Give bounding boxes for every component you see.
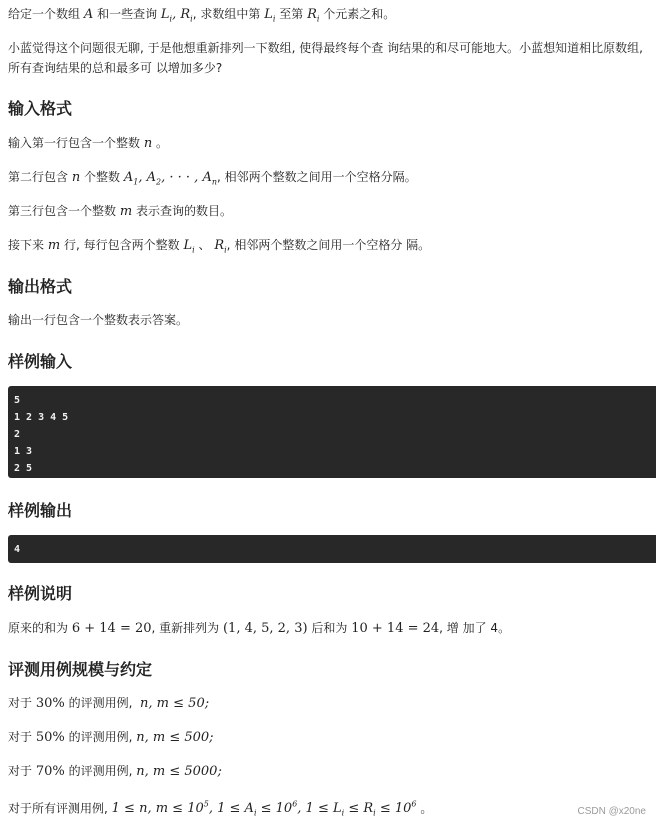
csdn-watermark: CSDN @x20ne <box>577 806 646 817</box>
intro-paragraph: 小蓝觉得这个问题很无聊, 于是他想重新排列一下数组, 使得最终每个查 询结果的和尽可能地大。小蓝想知道相比原数组, 所有查询结果的总和最多可 以增加多少? <box>8 41 643 75</box>
section-sample-output: 样例输出 <box>8 501 73 520</box>
sample-output-code <box>8 535 656 563</box>
math-expr: n, m ≤ 50; <box>140 696 210 711</box>
section-input-format: 输入格式 <box>8 99 73 118</box>
section-output-format: 输出格式 <box>8 277 73 296</box>
sample-input-code <box>8 386 656 478</box>
text: 行, 每行包含两个整数 <box>64 238 180 252</box>
text: 对于所有评测用例, <box>8 801 108 816</box>
math-expr: 10 + 14 = 24 <box>351 621 440 636</box>
math-n: n <box>71 170 81 185</box>
math-constraints: 1 ≤ n, $m \le 10^5$, $1 \le A_i \le 10^6$, $1 \le L_i \le R_i \le 10^6$ <box>111 800 417 818</box>
text: 后和为 <box>311 621 348 635</box>
math-percent: 30% <box>35 696 65 711</box>
text: 的评测用例, <box>68 696 133 710</box>
text: 。 <box>156 136 169 150</box>
text: 相邻两个整数之间用一个空格分 隔。 <box>234 238 431 252</box>
scale-row-4 <box>8 795 656 823</box>
math-expr: n, m ≤ 5000; <box>136 764 222 779</box>
scale-row-3 <box>8 761 656 782</box>
text: 第三行包含一个整数 <box>8 204 117 218</box>
intro-text: 个元素之和。 <box>323 7 396 21</box>
math-m: m <box>47 238 61 253</box>
text: 第二行包含 <box>8 170 69 184</box>
code-line: 1 2 3 4 5 <box>14 412 69 423</box>
text: 。 <box>420 801 433 816</box>
code-line: 4 <box>14 544 21 555</box>
math-expr: (1, 4, 5, 2, 3) <box>222 621 308 636</box>
section-sample-input: 样例输入 <box>8 352 73 371</box>
input-line-1 <box>8 133 656 154</box>
math-li-ri: $L_i$, $R_i$ <box>160 7 193 24</box>
math-expr: 6 + 14 = 20 <box>71 621 152 636</box>
text: 输入第一行包含一个整数 <box>8 136 141 150</box>
math-percent: 50% <box>35 730 65 745</box>
input-line-4: 接下来 m 行, 每行包含两个整数 $L_i$ 、 $R_i$, 相邻两个整数之间用一个空格分 隔。 <box>8 238 431 255</box>
math-percent: 70% <box>35 764 65 779</box>
text: 的评测用例, <box>68 764 133 778</box>
output-line-1: 输出一行包含一个整数表示答案。 <box>8 313 189 327</box>
intro-text: 至第 <box>279 7 304 21</box>
explain-line <box>8 618 656 639</box>
math-a-seq: $A_1$, $A_2$, · · · , $A_n$ <box>123 170 217 187</box>
text: 对于 <box>8 764 33 778</box>
text: 相邻两个整数之间用一个空格分隔。 <box>224 170 417 184</box>
text: 对于 <box>8 730 33 744</box>
text: 接下来 <box>8 238 45 252</box>
math-ri: $R_i$ <box>214 238 227 255</box>
text: 对于 <box>8 696 33 710</box>
text: 个整数 <box>84 170 121 184</box>
math-m: m <box>119 204 133 219</box>
section-sample-explain: 样例说明 <box>8 584 73 603</box>
intro-text: 求数组中第 <box>200 7 261 21</box>
intro-line-1: 给定一个数组 A 和一些查询 $L_i$, $R_i$, 求数组中第 $L_i$ 至第 $R_i$ 个元素之和。 <box>8 7 396 24</box>
math-n: n <box>143 136 153 151</box>
input-line-3 <box>8 201 656 222</box>
text: 的评测用例, <box>68 730 133 744</box>
code-line: 5 <box>14 395 21 406</box>
code-line: 1 3 <box>14 446 33 457</box>
code-line: 2 5 <box>14 463 33 474</box>
text: , 增 加了 4。 <box>439 621 511 635</box>
math-li: $L_i$ <box>183 238 195 255</box>
text: , 重新排列为 <box>151 621 220 635</box>
intro-text: 给定一个数组 <box>8 7 81 21</box>
math-a: A <box>83 7 94 22</box>
scale-row-1 <box>8 693 656 714</box>
math-expr: n, m ≤ 500; <box>136 730 214 745</box>
scale-row-2 <box>8 727 656 748</box>
math-li: $L_i$ <box>264 7 276 24</box>
math-ri: $R_i$ <box>307 7 320 24</box>
intro-text: 和一些查询 <box>97 7 158 21</box>
code-line: 2 <box>14 429 21 440</box>
input-line-2: 第二行包含 n 个整数 $A_1$, $A_2$, · · · , $A_n$, 相邻两个整数之间用一个空格分隔。 <box>8 170 417 187</box>
text: 原来的和为 <box>8 621 69 635</box>
section-scale: 评测用例规模与约定 <box>8 660 153 679</box>
text: 表示查询的数目。 <box>136 204 233 218</box>
